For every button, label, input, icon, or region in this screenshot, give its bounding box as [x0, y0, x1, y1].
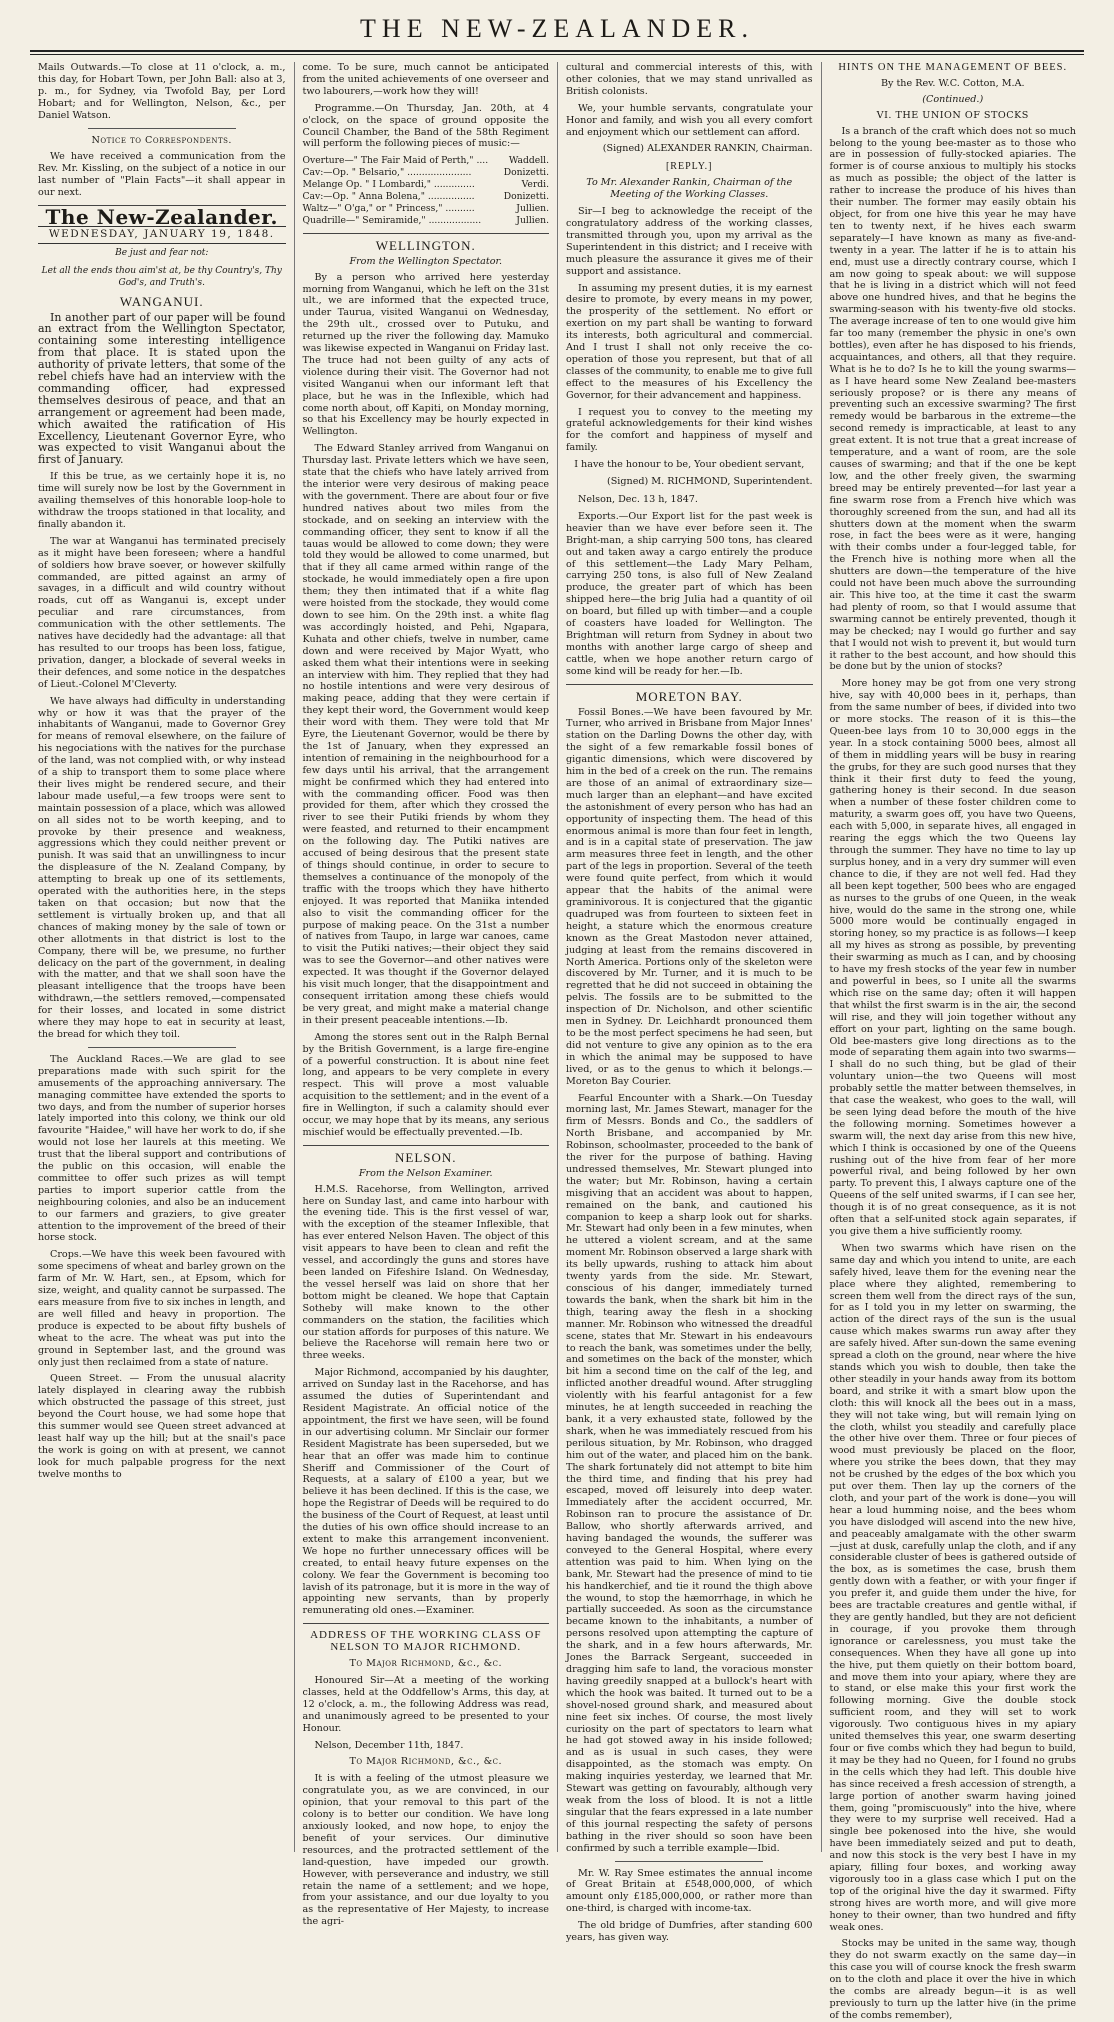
- bees-p1: Is a branch of the craft which does not so much belong to the young bee-master as to those who are in possession of fully-stocked apiaries. The former is of course anxious to multiply his stocks as much as possible; the object of the latter is rather to increase the produce of his hives than their number. The former may easily obtain his object, for from one hive this year he may have ten to twenty next, if he hives each swarm separately—I have known as many as five-and-twenty in a year. The latter if he is to attain his end, must use a directly contrary course, which I am now going to speak about: we will suppose that he is living in a district which will not feed above one hundred hives, and that he begins the swarming-season with his twenty-five old stocks. The average increase of ten to one would give him far too many (remember the physic in one's own bottles), even after he has disposed to his friends, acquaintances, and others, all that they require. What is he to do? Is he to kill the young swarms—as I have heard some New Zealand bee-masters seriously propose? or is there any means of preventing such an excessive swarming? The first remedy would be barbarous in the extreme—the second remedy is impracticable, at least to any great extent. It is not true that a great increase of temperature, and a want of room, are the sole causes of swarming; and that if the one be kept low, and the other freely given, the swarming breed may be entirely prevented—for last year a fine swarm rose from a French hive which was thoroughly screened from the sun, and had all its shutters down at the moment when the swarm rose, in fact the bees were as it were, hanging with their combs under a four-legged table, for the French hive is nothing more when all the shutters are down—the temperature of the hive could not have been much above the surrounding air. This hive too, at the time it cast the swarm had plenty of room, so that I would assume that swarming cannot be entirely prevented, though it may be checked; nay I would go further and say that I would not wish to prevent it, but would turn it rather to the best account, and how should this be done but by the union of stocks?: [829, 125, 1076, 673]
- divider: [566, 684, 813, 685]
- address-closing: We, your humble servants, congratulate your Honor and family, and wish you all every comfort and enjoyment which our settlement can afford.: [566, 102, 813, 138]
- wanganui-p3: The war at Wanganui has terminated precisely as it might have been foreseen; where a handful of soldiers how brave soever, or however skilfully commanded, are pitted against an army of savages, in a difficult and wild country without roads, cut off as Wanganui is, except under peculiar and rare circumstances, from communication with the other settlements. The natives have decidedly had the advantage: all that has resulted to our troops has been loss, fatigue, privation, danger, a blockade of several weeks in their defences, and some notice in the despatches of Lieut.-Colonel M'Cleverty.: [38, 535, 286, 690]
- auckland-races: The Auckland Races.—We are glad to see preparations made with such spirit for the amusements of the approaching anniversary. The managing committee have extended the sports to two days, and from the number of superior horses lately imported into this colony, we think our old favourite "Haidee," will have her work to do, if she would not lose her laurels at this meeting. We trust that the liberal support and contributions of the public on this occasion, will enable the committee to offer such prizes as will tempt parties to import superior cattle from the neighbouring colonies, and also be an inducement to our farmers and graziers, to give greater attention to the improvement of the breed of their horse stock.: [38, 1053, 286, 1244]
- page-columns: [30, 62, 1084, 2021]
- programme-item: Overture—" The Fair Maid of Perth," .... Waddell.: [302, 155, 549, 167]
- queen-street-paragraph: Queen Street. — From the unusual alacrity lately displayed in clearing away the rubbish which obstructed the passage of this street, just beyond the Court house, we had some hope that this summer would see Queen street advanced at least half way up the hill; but at the snail's pace the work is going on with at present, we cannot look for much palpable progress for the next twelve months to: [38, 1373, 286, 1480]
- wanganui-heading: WANGANUI.: [119, 293, 204, 309]
- programme-item: Cav:—Op. " Belsario," ...................... Donizetti.: [302, 167, 549, 179]
- address-signature: (Signed) ALEXANDER RANKIN, Chairman.: [602, 143, 813, 155]
- masthead-rule-thin: [30, 54, 1084, 55]
- queen-street-continued: come. To be sure, much cannot be anticipated from the united achievements of one overseer and two labourers,—work how they will!: [302, 62, 549, 97]
- column-1: [30, 62, 294, 1852]
- paper-name: The New-Zealander.: [45, 205, 278, 230]
- column-3: [557, 62, 821, 1944]
- address-to-2: To Major Richmond, &c., &c.: [349, 1756, 503, 1768]
- wellington-p3: Among the stores sent out in the Ralph Bernal by the British Government, is a large fire-engine of a powerful construction. It is about nine feet long, and appears to be very complete in every respect. This will prove a most valuable acquisition to the settlement; and in the event of a fire in Wellington, if such a calamity should ever occur, we may hope that by its means, any serious mischief would be effectually prevented.—Ib.: [302, 1031, 549, 1138]
- reply-to: To Mr. Alexander Rankin, Chairman of the Meeting of the Working Classes.: [586, 177, 793, 201]
- nelson-source: From the Nelson Examiner.: [358, 1167, 493, 1179]
- crops-paragraph: Crops.—We have this week been favoured with some specimens of wheat and barley grown on the farm of Mr. W. Hart, sen., at Epsom, which for size, weight, and quality cannot be surpassed. The ears measure from five to six inches in length, and are well filled and heavy in proportion. The produce is expected to be about fifty bushels of wheat to the acre. The wheat was put into the ground in September last, and the ground was only just then reclaimed from a state of nature.: [38, 1249, 286, 1368]
- shark-encounter: Fearful Encounter with a Shark.—On Tuesday morning last, Mr. James Stewart, manager for the firm of Messrs. Bonds and Co., the saddlers of North Brisbane, and accompanied by Mr. Robinson, schoolmaster, proceeded to the bank of the river for the purpose of bathing. Having undressed themselves, Mr. Stewart plunged into the water; but Mr. Robinson, having a certain misgiving that an accident was about to happen, remained on the bank, and cautioned his companion to keep a sharp look out for sharks. Mr. Stewart had only been in a few minutes, when he uttered a violent scream, and at the same moment Mr. Robinson observed a large shark with its belly upwards, rushing to attack him about twenty yards from the side. Mr. Stewart, conscious of his danger, immediately turned towards the bank, when the shark bit him in the thigh, tearing away the flesh in a shocking manner. Mr. Robinson who witnessed the dreadful scene, states that Mr. Stewart in his endeavours to reach the bank, was sometimes under the belly, and sometimes on the back of the monster, which bit him a second time on the calf of the leg, and inflicted another dreadful wound. After struggling violently with his fearful antagonist for a few minutes, he at length succeeded in reaching the bank, it a very exhausted state, followed by the shark, when he was immediately rescued from his perilous situation, by Mr. Robinson, who dragged him out of the water, and placed him on the bank. The shark fortunately did not attempt to bite him the third time, and finding that his prey had escaped, moved off leisurely into deep water. Immediately after the accident occurred, Mr. Robinson ran to procure the assistance of Dr. Ballow, who shortly afterwards arrived, and having bandaged the wounds, the sufferer was conveyed to the General Hospital, where every attention was paid to him. When lying on the bank, Mr. Stewart had the presence of mind to tie his handkerchief, and tie it round the thigh above the wound, to stop the hæmorrhage, in which he partially succeeded. As soon as the circumstance became known to the inhabitants, a number of persons resolved upon attempting the capture of the shark, and in a few hours afterwards, Mr. Jones the Barrack Sergeant, succeeded in dragging him safe to land, the voracious monster having greedily snapped at a bullock's heart with which the hook was baited. It turned out to be a shovel-nosed ground shark, and measured about nine feet six inches. Of course, the most lively curiosity on the part of spectators to learn what he had got stowed away in his inside followed; and as is usual in such cases, they were disappointed, as the stomach was empty. On making inquiries yesterday, we learned that Mr. Stewart was getting on favourably, although very weak from the loss of blood. It is not a little singular that the fears expressed in a late number of this journal respecting the safety of persons bathing in the river should so soon have been confirmed by such a terrible example—Ibid.: [566, 1092, 813, 1854]
- reply-date: Nelson, Dec. 13 h, 1847.: [578, 494, 698, 505]
- notice-correspondents: We have received a communication from the Rev. Mr. Kissling, on the subject of a notice in our last number of "Plain Facts"—it shall appear in our next.: [38, 151, 286, 199]
- address-p1: Honoured Sir—At a meeting of the working classes, held at the Oddfellow's Arms, this day, at 12 o'clock, a. m., the following Address was read, and unanimously agreed to be presented to your Honour.: [302, 1675, 549, 1734]
- programme-intro: Programme.—On Thursday, Jan. 20th, at 4 o'clock, on the space of ground opposite the Council Chamber, the Band of the 58th Regiment will perform the following pieces of music:—: [302, 102, 549, 150]
- mails-notice: Mails Outwards.—To close at 11 o'clock, a. m., this day, for Hobart Town, per John Ball: also at 3, p. m., for Sydney, via Twofold Bay, per Lord Hobart; and for Wellington, Nelson, &c., per Daniel Watson.: [38, 62, 286, 121]
- bees-author: By the Rev. W.C. Cotton, M.A.: [880, 77, 1025, 89]
- reply-closing: I have the honour to be, Your obedient servant,: [574, 459, 805, 471]
- divider: [88, 1047, 237, 1048]
- nelson-heading: NELSON.: [394, 1149, 457, 1165]
- reply-signature: (Signed) M. RICHMOND, Superintendent.: [606, 476, 813, 488]
- address-heading: ADDRESS OF THE WORKING CLASS OF NELSON TO MAJOR RICHMOND.: [310, 1629, 542, 1654]
- motto-line-2: Let all the ends thou aim'st at, be thy Country's, Thy God's, and Truth's.: [41, 265, 282, 288]
- notice-heading: Notice to Correspondents.: [91, 134, 232, 146]
- column-2: [294, 62, 558, 1928]
- wellington-p1: By a person who arrived here yesterday morning from Wanganui, which he left on the 31st ult., we are informed that the expected truce, under Taurua, visited Wanganui on Wednesday, the 29th ult., crossed over to Putuku, and returned up the river the following day. Mamuko was likewise expected in Wanganui on Friday last. The truce had not been guilty of any acts of violence during their visit. The Governor had not visited Wanganui when our informant left that place, but he was in the Inflexible, which had come north about, off Kapiti, on Monday morning, so that his Excellency may be hourly expected in Wellington.: [302, 271, 549, 438]
- programme-item: Waltz—" O'ga," or " Princess," .......... Jullien.: [302, 202, 549, 214]
- reply-heading: [REPLY.]: [665, 161, 713, 173]
- wellington-p2: The Edward Stanley arrived from Wanganui on Thursday last. Private letters which we have seen, state that the chiefs who have lately arrived from the interior were very desirous of making peace with the government. There are about four or five hundred natives about two miles from the stockade, and on seeking an interview with the commanding officer, they sent to know if all the tauas would be allowed to come down; they were told they would be allowed to come unarmed, but that if they all came armed within range of the stockade, he would immediately open a fire upon them; they then intimated that if a white flag were hoisted from the stockade, they would come down to see him. On the 29th inst. a white flag was accordingly hoisted, and Pehi, Ngapara, Kuhata and other chiefs, twelve in number, came down and were received by Major Wyatt, who asked them what their intentions were in seeking an interview with him. They replied that they had no hostile intentions and were very desirous of making peace, adding that they were certain if they kept their word, the Government would keep their word with them. They were told that Mr Eyre, the Lieutenant Governor, would be there by the 1st of January, when they expressed an intention of remaining in the neighbourhood for a few days until his arrival, that the arrangement might be confirmed which they had entered into with the commanding officer. Food was then provided for them, after which they crossed the river to see their Putiki friends by whom they were feasted, and returned to their encampment on the following day. The Putiki natives are accused of being desirous that the present state of things should continue, in order to secure to themselves a continuance of the monopoly of the traffic with the troops which they have hitherto enjoyed. It was reported that Maniika intended also to visit the commanding officer for the purpose of making peace. On the 31st a number of natives from Taupo, in large war canoes, came to visit the Putiki natives;—their object they said was to see the Governor—and other natives were expected. It was thought if the Governor delayed his visit much longer, that the disappointment and consequent irritation among these chiefs would be very great, and might make a material change in their present peaceable intentions.—Ib.: [302, 443, 549, 1026]
- bees-section: VI. THE UNION OF STOCKS: [876, 109, 1029, 121]
- address-to: To Major Richmond, &c., &c.: [349, 1658, 503, 1670]
- moreton-bay-heading: MORETON BAY.: [635, 688, 743, 704]
- programme-item: Cav:—Op. " Anna Bolena," ................ Donizetti.: [302, 191, 549, 203]
- programme-item: Quadrille—" Semiramide," .................. Jullien.: [302, 214, 549, 226]
- wellington-source: From the Wellington Spectator.: [349, 255, 503, 267]
- bees-p3: When two swarms which have risen on the same day and which you intend to unite, are each safely hived, leave them for the evening near the place where they alighted, remembering to screen them well from the direct rays of the sun, for as I told you in my letter on swarming, the action of the direct rays of the sun is the usual cause which makes swarms run away after they are safely hived. After sun-down the same evening spread a cloth on the ground, near where the hive stands which you wish to double, then take the other steadily in your hands away from its bottom board, and strike it with a smart blow upon the cloth: this will knock all the bees out in a mass, they will not take wing, but will remain lying on the cloth, whilst you steadily and carefully place the other hive over them. Three or four pieces of wood must previously be placed on the floor, where you strike the bees down, that they may not be crushed by the edges of the box which you put over them. Then lay up the corners of the cloth, and your part of the work is done—you will hear a loud humming noise, and the bees whom you have dislodged will ascend into the new hive, and peaceably amalgamate with the other swarm—just at dusk, carefully unlap the cloth, and if any considerable cluster of bees is gathered outside of the box, as is sometimes the case, brush them gently down with a feather, or with your finger if you prefer it, and guide them under the hive, for bees are tractable creatures and gentle withal, if they are gently handled, but they are not deficient in courage, if you provoke them through ignorance or carelessness, you must take the consequences. When they have all gone up into the hive, put them quietly on their bottom board, and move them into your apiary, where they are to stand, or else make this your first work the following morning. Give the double stock sufficient room, and they will set to work vigorously. Two contiguous hives in my apiary united themselves this year, one swarm deserting four or five combs which they had begun to build, it may be they had no Queen, for I found no grubs in the cells which they had left. This double hive has since received a fresh accession of strength, a large portion of another swarm having joined them, going "promiscuously" into the hive, where they were to my surprise well received. Had a single bee pokenosed into the hive, she would have been immediately seized and put to death, and now this stock is the very best I have in my apiary, filling four boxes, and working away vigorously too in a glass case which I put on the top of the original hive the day it swarmed. Fifty strong hives are worth more, and will give more honey to their owner, than two hundred and fifty weak ones.: [829, 1242, 1076, 1933]
- dumfries-paragraph: The old bridge of Dumfries, after standing 600 years, has given way.: [566, 1920, 813, 1944]
- income-paragraph: Mr. W. Ray Smee estimates the annual income of Great Britain at £548,000,000, of which amount only £185,000,000, or rather more than one-third, is charged with income-tax.: [566, 1867, 813, 1915]
- divider: [303, 1145, 550, 1146]
- nelson-p2: Major Richmond, accompanied by his daughter, arrived on Sunday last in the Racehorse, and has assumed the duties of Superintendant and Resident Magistrate. An official notice of the appointment, the first we have seen, will be found in our advertising column. Mr Sinclair our former Resident Magistrate has been superseded, but we hear that an offer was made him to continue Sheriff and Commissioner of the Court of Requests, at a salary of £100 a year, but we believe it has been declined. If this is the case, we hope the Registrar of Deeds will be required to do the business of the Court of Request, at least until the duties of his own office should increase to an extent to make this arrangement inconvenient. We hope no further unnecessary offices will be created, to entail heavy future expenses on the colony. We fear the Government is becoming too lavish of its patronage, but it is more in the way of appointing new servants, than by properly remunerating old ones.—Examiner.: [302, 1367, 549, 1617]
- wanganui-p2: If this be true, as we certainly hope it is, no time will surely now be lost by the Government in availing themselves of this honorable loop-hole to withdraw the troops stationed in that locality, and finally abandon it.: [38, 471, 286, 530]
- nelson-p1: H.M.S. Racehorse, from Wellington, arrived here on Sunday last, and came into harbour with the evening tide. This is the first vessel of war, with the exception of the steamer Inflexible, that has ever entered Nelson Haven. The object of this visit appears to have been to clean and refit the vessel, and accordingly the guns and stores have been landed on Fifeshire Island. On Wednesday, the vessel herself was laid on shore that her bottom might be cleaned. We hope that Captain Sotheby will make known to the other commanders on the station, the facilities which our station affords for purposes of this nature. We believe the Racehorse will remain here two or three weeks.: [302, 1183, 549, 1362]
- divider: [303, 233, 550, 234]
- divider: [303, 1623, 550, 1624]
- reply-p1: Sir—I beg to acknowledge the receipt of the congratulatory address of the working classes, transmitted through you, upon my arrival as the Superintendent in this district; and I receive with much pleasure the assurance it gives me of their support and assistance.: [566, 206, 813, 277]
- motto-line-1: Be just and fear not:: [115, 247, 209, 258]
- address-continued: cultural and commercial interests of this, with other colonies, that we may stand unrivalled as British colonists.: [566, 62, 813, 97]
- masthead-rule: [30, 50, 1084, 52]
- wanganui-p1: In another part of our paper will be found an extract from the Wellington Spectator, containing some interesting intelligence from that place. It is stated upon the authority of private letters, that some of the rebel chiefs have had an interview with the commanding officer, had expressed themselves desirous of peace, and that an arrangement or agreement had been made, which awaited the ratification of His Excellency, Lieutenant Governor Eyre, who was expected to visit Wanganui about the first of January.: [38, 310, 286, 467]
- address-date: Nelson, December 11th, 1847.: [314, 1739, 464, 1751]
- bees-continued: (Continued.): [922, 93, 984, 105]
- column-4: [821, 62, 1085, 2021]
- programme-item: Melange Op. " I Lombardi," .............. Verdi.: [302, 179, 549, 191]
- reply-p2: In assuming my present duties, it is my earnest desire to promote, by every means in my power, the prosperity of the settlement. No effort or exertion on my part shall be wanting to forward its interests, both agricultural and commercial. And I trust I shall not only receive the co-operation of those you represent, but that of all classes of the community, to enable me to give full effect to the measures of his Excellency the Governor, for their advancement and happiness.: [566, 282, 813, 401]
- exports-paragraph: Exports.—Our Export list for the past week is heavier than we have ever before seen it. The Bright-man, a ship carrying 500 tons, has cleared out and taken away a cargo entirely the produce of this settlement—the Lady Mary Pelham, carrying 250 tons, is also full of New Zealand produce, the greater part of which has been shipped here—the brig Julia had a quantity of oil on board, but filled up with timber—and a couple of coasters have loaded for Wellington. The Brightman will return from Sydney in about two months with another large cargo of sheep and cattle, when we hope another return cargo of some kind will be ready for her.—Ib.: [566, 510, 813, 677]
- divider: [88, 128, 237, 129]
- reply-p3: I request you to convey to the meeting my grateful acknowledgements for their kind wishes for the comfort and happiness of myself and family.: [566, 406, 813, 454]
- bees-heading: HINTS ON THE MANAGEMENT OF BEES.: [838, 62, 1068, 73]
- wellington-heading: WELLINGTON.: [375, 237, 476, 253]
- newspaper-title: THE NEW-ZEALANDER.: [360, 14, 754, 43]
- programme-list: [303, 155, 550, 226]
- masthead: [30, 12, 1084, 56]
- issue-date: WEDNESDAY, JANUARY 19, 1848.: [38, 226, 286, 244]
- address-p2: It is with a feeling of the utmost pleasure we congratulate you, as we are convinced, in our opinion, that your removal to this part of the colony is to better our condition. We have long anxiously looked, and now hope, to enjoy the benefit of your services. Our diminutive resources, and the protracted settlement of the land-question, have impeded our growth. However, with perseverance and industry, we still retain the name of a settlement; and we hope, from your assistance, and our due loyalty to you as the representative of Her Majesty, to increase the agri-: [302, 1773, 549, 1928]
- bees-p4: Stocks may be united in the same way, though they do not swarm exactly on the same day—in this case you will of course knock the fresh swarm on to the cloth and place it over the hive in which the combs are already begun—it is as well previously to turn up the latter hive (in the prime of the combs remember),: [829, 1938, 1076, 2021]
- wanganui-p4: We have always had difficulty in understanding why or how it was that the prayer of the inhabitants of Wanganui, made to Governor Grey for means of removal elsewhere, on the failure of his negociations with the natives for the purchase of the land, was not complied with, or why instead of a ship to transport them to some place where their lives might be rendered secure, and their labour made useful,—a few troops were sent to maintain possession of a place, which was allowed on all sides not to be worth keeping, and to provoke by their presence and weakness, aggressions which they could neither prevent or punish. It was said that an unwillingness to incur the displeasure of the N. Zealand Company, by attempting to break up one of its settlements, operated with the authorities here, in the steps taken on that occasion; but now that the settlement is virtually broken up, and that all chances of making money by the sale of town or other allotments in that district is lost to the Company, there will be, we presume, no further delicacy on the part of the government, in dealing with the matter, and that we shall soon have the pleasant intelligence that the troops have been withdrawn,—the settlers removed,—compensated for their losses, and located in some district where they may hope to eat in security at least, the bread for which they toil.: [38, 695, 286, 1040]
- bees-p2: More honey may be got from one very strong hive, say with 40,000 bees in it, perhaps, than from the same number of bees, if divided into two or more stocks. The reason of it is this—the Queen-bee lays from 10 to 30,000 eggs in the year. In a stock containing 5000 bees, almost all of them in middling years will be busy in rearing the grubs, for they are such good nurses that they think it their first duty to feed the young, gathering honey is their second. In due season when a number of these foster children come to maturity, a swarm goes off, you have two Queens, each with 5,000, in separate hives, all engaged in rearing the eggs which the two Queens lay through the summer. They have no time to lay up surplus honey, and in a very dry summer will even chance to die, if they are not well fed. Had they all been kept together, 500 bees who are engaged as nurses to the grubs of one Queen, in the weak hive, would do the same in the strong one, while 5000 more would be continually engaged in storing honey, so my practice is as follows—I keep all my hives as strong as possible, by preventing their swarming as much as I can, and by choosing to have my fresh stocks of the year few in number and powerful in bees, so I unite all the swarms which rise on the same day; often it will happen that whilst the first swarm is in the air, the second will rise, and they will join together without any effort on your part, lighting on the same bough. Old bee-masters give long directions as to the mode of separating them again into two swarms—I shall do no such thing, but be glad of their voluntary union—the two Queens will most probably settle the matter between themselves, in that case the weakest, who goes to the wall, will be seen lying dead before the mouth of the hive the following morning. Sometimes however a swarm will, the next day arise from this new hive, which I think is occasioned by one of the Queens rushing out of the hive from fear of her more powerful rival, and being followed by her own party. To prevent this, I always capture one of the Queens of the self united swarms, if I can see her, though it is of no great consequence, as it is not often that a self-united stock again separates, if you give them a hive sufficiently roomy.: [829, 678, 1076, 1237]
- fossil-bones: Fossil Bones.—We have been favoured by Mr. Turner, who arrived in Brisbane from Major Innes' station on the Darling Downs the other day, with the sight of a few remarkable fossil bones of gigantic dimensions, which were discovered by him in the bed of a creek on the run. The remains are those of an animal of extraordinary size—much larger than an elephant—and have excited the astonishment of every person who has had an opportunity of inspecting them. The head of this enormous animal is more than four feet in length, and is in a capital state of preservation. The jaw arm measures three feet in length, and the other part of the legs in proportion. Several of the teeth were found quite perfect, from which it would appear that the habits of the animal were graminivorous. It is conjectured that the gigantic quadruped was from fourteen to sixteen feet in height, a stature which the enormous creature known as the Great Mastodon never attained, judging at least from the remains discovered in North America. Portions only of the skeleton were discovered by Mr. Turner, and it is much to be regretted that he did not succeed in obtaining the pelvis. The fossils are to be submitted to the inspection of Dr. Nicholson, and other scientific men in Sydney. Dr. Leichhardt pronounced them to be the most perfect specimens he had seen, but did not venture to give any opinion as to the era in which the animal may be supposed to have lived, or as to the genus to which it belongs.—Moreton Bay Courier.: [566, 706, 813, 1087]
- divider: [615, 1861, 763, 1862]
